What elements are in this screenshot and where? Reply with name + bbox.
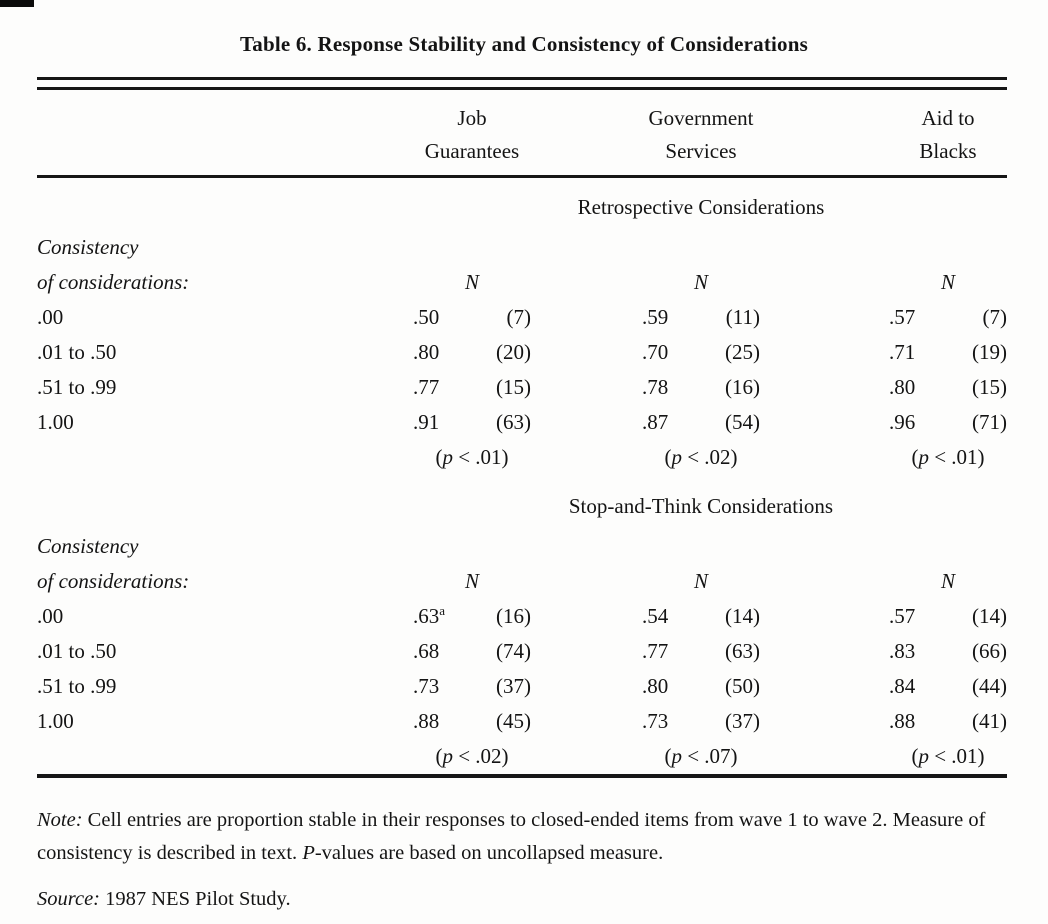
cell-n: (25) — [725, 340, 760, 364]
cell-value: .78 — [642, 375, 669, 399]
cell-value: .63 — [413, 604, 440, 628]
column-header-government-services — [599, 102, 803, 168]
note-text: Cell entries are proportion stable in their responses to closed-ended items from wave 1 to wave 2. Measure of consistency is described in text. — [37, 809, 986, 864]
cell-value: .91 — [413, 410, 440, 434]
n-column-header: N — [940, 270, 955, 294]
cell-value: .96 — [889, 410, 916, 434]
cell-n: (14) — [972, 604, 1007, 628]
cell-n: (44) — [972, 674, 1007, 698]
note-p-italic: P — [302, 842, 315, 864]
cell-n: (16) — [496, 604, 531, 628]
source-text: 1987 NES Pilot Study. — [100, 888, 291, 910]
cell-value: .88 — [889, 709, 916, 733]
empty-cell — [395, 529, 599, 564]
bottom-rule — [37, 774, 1007, 778]
column-header-line: Government — [648, 106, 754, 130]
cell-value: .87 — [642, 410, 669, 434]
cell-n: (19) — [972, 340, 1007, 364]
row-label: .00 — [37, 305, 64, 329]
row-label: .01 to .50 — [37, 639, 117, 663]
n-column-header: N — [693, 569, 708, 593]
row-label: 1.00 — [37, 709, 74, 733]
cell-value: .54 — [642, 604, 669, 628]
row-label: .51 to .99 — [37, 375, 117, 399]
section-header: Retrospective Considerations — [577, 195, 825, 219]
cell-n: (63) — [496, 410, 531, 434]
stub-header-line2: of considerations: — [37, 569, 190, 593]
row-label: .00 — [37, 604, 64, 628]
row-label: .51 to .99 — [37, 674, 117, 698]
p-value: ( p < .01) — [911, 445, 985, 469]
cell-value: .59 — [642, 305, 669, 329]
cell-n: (11) — [725, 305, 760, 329]
cell-n: (16) — [725, 375, 760, 399]
stub-header-line1: Consistency — [37, 235, 139, 259]
row-label: .01 to .50 — [37, 340, 117, 364]
p-value: ( p < .02) — [435, 744, 509, 768]
cell-n: (45) — [496, 709, 531, 733]
p-value: ( p < .07) — [664, 744, 738, 768]
cell-n: (74) — [496, 639, 531, 663]
cell-value: .80 — [889, 375, 916, 399]
table-note — [37, 804, 1007, 870]
n-column-header: N — [693, 270, 708, 294]
cell-value: .57 — [889, 604, 916, 628]
n-column-header: N — [464, 270, 479, 294]
cell-n: (7) — [982, 305, 1007, 329]
cell-n: (54) — [725, 410, 760, 434]
stub-header-line1: Consistency — [37, 534, 139, 558]
empty-cell — [37, 739, 395, 774]
cell-n: (41) — [972, 709, 1007, 733]
empty-cell — [599, 230, 803, 265]
stub-header-line2: of considerations: — [37, 270, 190, 294]
cell-n: (63) — [725, 639, 760, 663]
column-header-line: Blacks — [919, 139, 977, 163]
empty-cell — [37, 440, 395, 475]
p-value: ( p < .01) — [911, 744, 985, 768]
p-value: ( p < .02) — [664, 445, 738, 469]
column-header-line: Guarantees — [424, 139, 520, 163]
empty-cell — [803, 230, 1007, 265]
cell-n: (50) — [725, 674, 760, 698]
column-header-row — [37, 102, 1007, 168]
double-rule — [37, 77, 1007, 90]
column-header-job-guarantees — [395, 102, 599, 168]
scan-artifact — [0, 0, 34, 7]
cell-n: (71) — [972, 410, 1007, 434]
empty-cell — [599, 529, 803, 564]
cell-n: (66) — [972, 639, 1007, 663]
footnote-marker: a — [439, 603, 446, 618]
n-column-header: N — [464, 569, 479, 593]
cell-value: .77 — [413, 375, 440, 399]
p-value: ( p < .01) — [435, 445, 509, 469]
section-header: Stop-and-Think Considerations — [568, 494, 834, 518]
note-label: Note: — [37, 809, 83, 831]
cell-value: .73 — [642, 709, 669, 733]
cell-n: (20) — [496, 340, 531, 364]
source-label: Source: — [37, 888, 100, 910]
cell-value: .73 — [413, 674, 440, 698]
cell-value: .80 — [413, 340, 440, 364]
column-header-line: Services — [665, 139, 737, 163]
row-label: 1.00 — [37, 410, 74, 434]
empty-cell — [803, 529, 1007, 564]
cell-n: (37) — [725, 709, 760, 733]
header-rule — [37, 175, 1007, 178]
table-source — [37, 883, 1007, 916]
note-text: -values are based on uncollapsed measure. — [314, 842, 664, 864]
cell-n: (15) — [496, 375, 531, 399]
cell-value: .80 — [642, 674, 669, 698]
section-stop-and-think — [37, 491, 1007, 774]
cell-value: .57 — [889, 305, 916, 329]
cell-value: .84 — [889, 674, 916, 698]
empty-cell — [395, 230, 599, 265]
cell-n: (7) — [506, 305, 531, 329]
cell-n: (15) — [972, 375, 1007, 399]
table-row — [395, 300, 599, 335]
column-header-line: Aid to — [921, 106, 975, 130]
cell-value: .83 — [889, 639, 916, 663]
cell-n: (37) — [496, 674, 531, 698]
section-retrospective — [37, 192, 1007, 475]
cell-value: .77 — [642, 639, 669, 663]
column-header-line: Job — [457, 106, 487, 130]
cell-value: .71 — [889, 340, 916, 364]
cell-value: .50 — [413, 305, 440, 329]
cell-value: .68 — [413, 639, 440, 663]
table-title: Table 6. Response Stability and Consistency of Considerations — [239, 32, 808, 56]
table-container — [37, 77, 1007, 778]
column-header-aid-to-blacks — [803, 102, 1007, 168]
cell-value: .70 — [642, 340, 669, 364]
n-column-header: N — [940, 569, 955, 593]
cell-value: .88 — [413, 709, 440, 733]
empty-cell — [37, 102, 395, 168]
cell-n: (14) — [725, 604, 760, 628]
